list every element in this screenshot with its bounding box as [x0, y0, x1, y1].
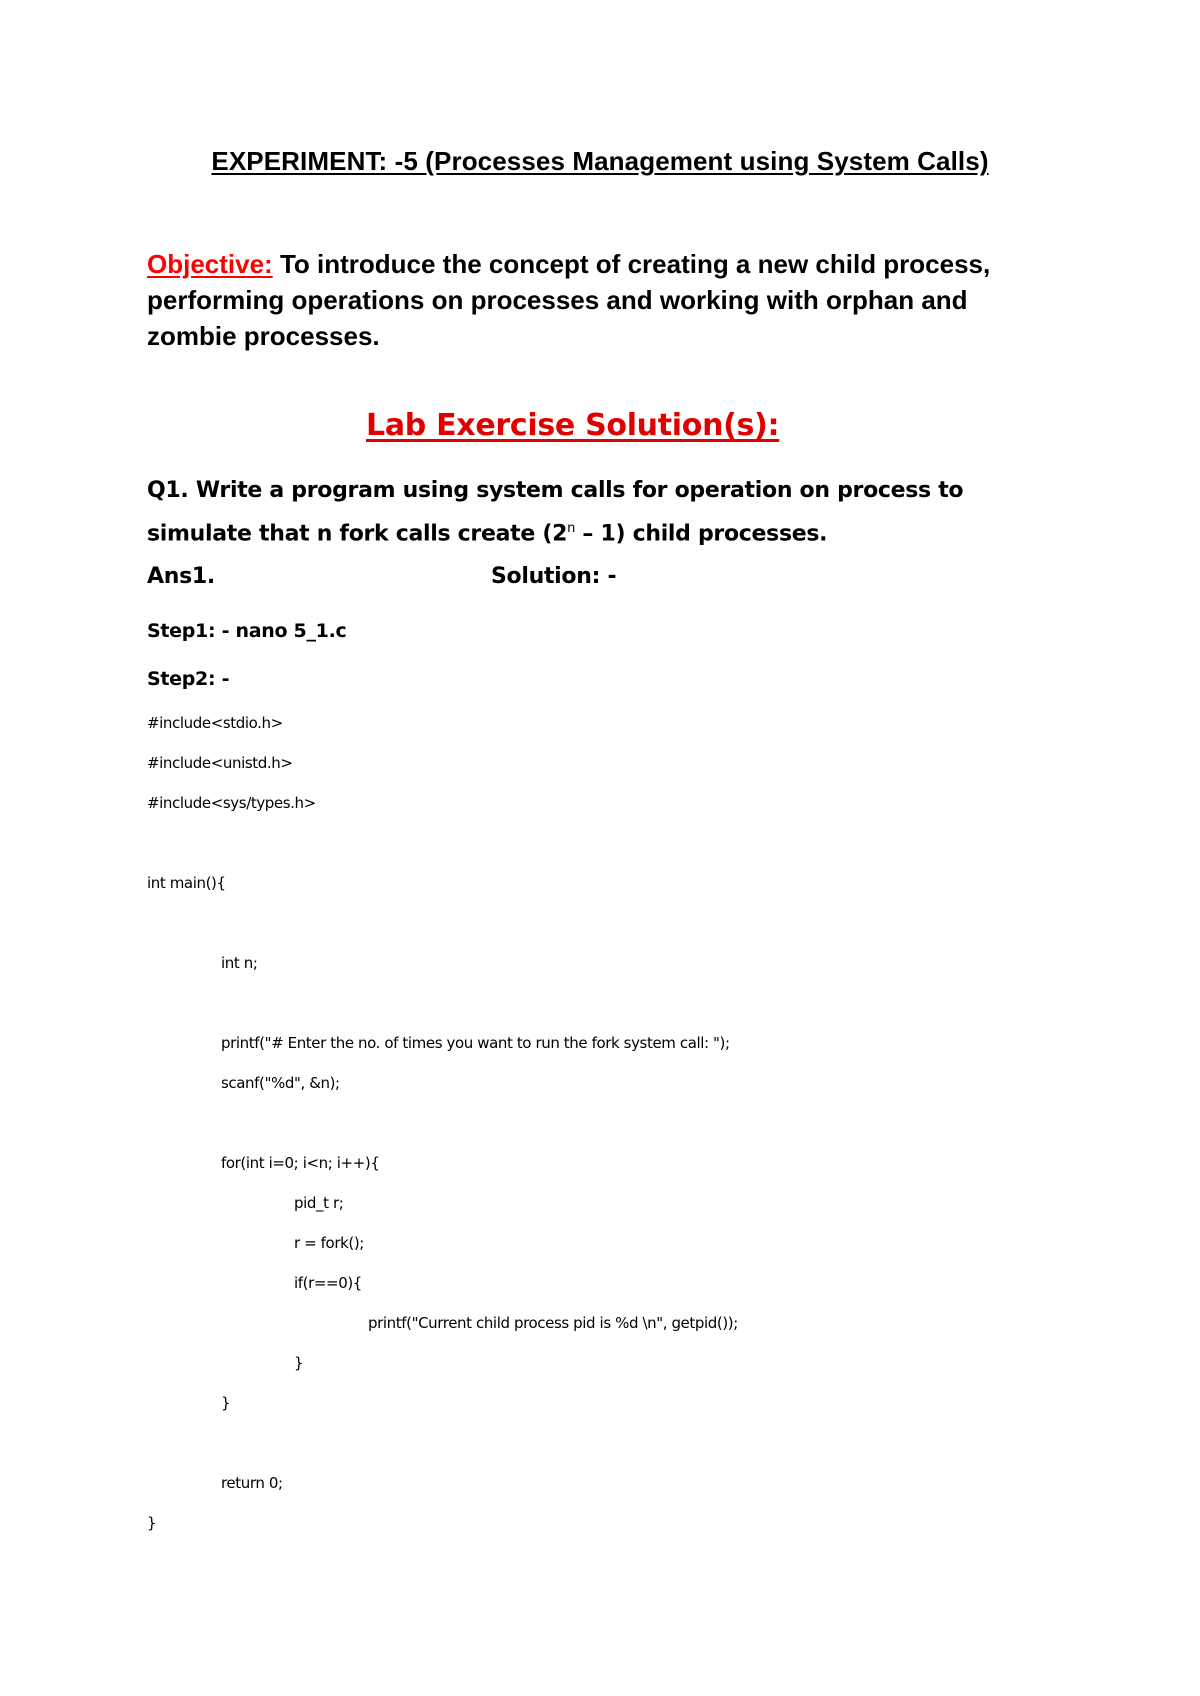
code-line: return 0; [221, 1474, 283, 1492]
objective-label: Objective: [147, 249, 273, 279]
code-line: printf("Current child process pid is %d \n", getpid()); [368, 1314, 738, 1332]
answer-label: Ans1. [147, 564, 215, 589]
page-title: EXPERIMENT: -5 (Processes Management using System Calls) [211, 146, 989, 176]
code-line: int main(){ [147, 874, 226, 892]
code-line: scanf("%d", &n); [221, 1074, 340, 1092]
code-line: r = fork(); [294, 1234, 364, 1252]
code-line: } [294, 1354, 304, 1372]
step-2: Step2: - [147, 668, 230, 690]
code-line: for(int i=0; i<n; i++){ [221, 1154, 380, 1172]
code-line: #include<sys/types.h> [147, 794, 316, 812]
code-line: } [147, 1514, 157, 1532]
step-1: Step1: - nano 5_1.c [147, 620, 347, 642]
lab-exercise-heading: Lab Exercise Solution(s): [366, 408, 780, 443]
code-line: } [221, 1394, 231, 1412]
code-line: #include<unistd.h> [147, 754, 293, 772]
question-superscript: n [567, 521, 576, 536]
code-line: #include<stdio.h> [147, 714, 283, 732]
question-text-part1: Q1. Write a program using system calls for operation on process to simulate that n fork calls create (2 [147, 478, 964, 547]
question-1 [147, 472, 1067, 553]
objective-text: To introduce the concept of creating a new child process, performing operations on processes and working with orphan and zombie processes. [147, 249, 991, 351]
objective-paragraph [147, 246, 1047, 354]
code-line: printf("# Enter the no. of times you want to run the fork system call: "); [221, 1034, 730, 1052]
code-line: int n; [221, 954, 258, 972]
code-line: pid_t r; [294, 1194, 344, 1212]
question-text-part2: – 1) child processes. [575, 521, 828, 547]
solution-label: Solution: - [491, 564, 617, 589]
code-line: if(r==0){ [294, 1274, 362, 1292]
